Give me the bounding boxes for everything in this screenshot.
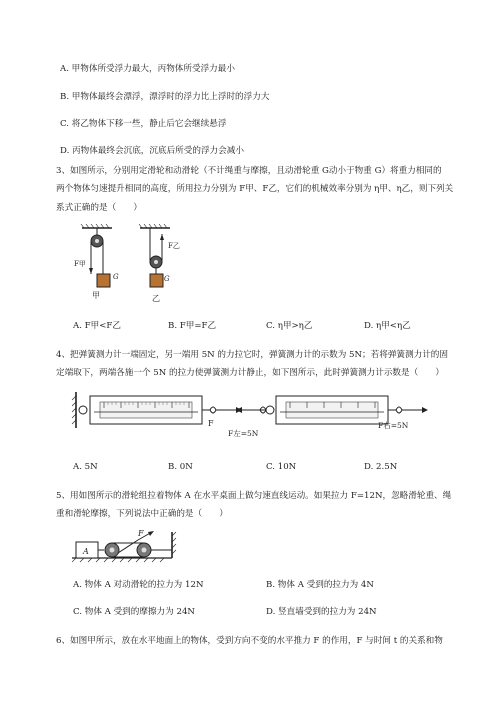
q5-force-label: F <box>138 529 144 538</box>
q6-stem-line-1: 6、如图甲所示，放在水平地面上的物体，受到方向不变的水平推力 F 的作用，F 与时间 t 的关系和物 <box>56 636 443 646</box>
q5-stem-line-2: 重和滑轮摩擦，下列说法中正确的是（ ） <box>56 509 228 519</box>
q4-force-f-label: F <box>208 419 214 428</box>
q3-figure-left-caption: 甲 <box>92 291 100 300</box>
q3-weight-right-label: G <box>164 275 170 283</box>
q5-option-c: C. 物体 A 受到的摩擦力为 24N <box>73 607 195 617</box>
q3-option-d: D. η甲<η乙 <box>364 321 411 331</box>
q5-option-a: A. 物体 A 对动滑轮的拉力为 12N <box>73 580 204 590</box>
q3-force-right-label: F乙 <box>168 242 180 250</box>
q3-stem-line-3: 系式正确的是（ ） <box>56 203 142 213</box>
q4-option-c: C. 10N <box>266 462 297 472</box>
q5-block-label: A <box>83 547 89 556</box>
q3-weight-left-label: G <box>113 273 119 281</box>
q5-pulley-block-figure <box>72 528 184 564</box>
q3-stem-line-1: 3、如图所示，分别用定滑轮和动滑轮（不计绳重与摩擦，且动滑轮重 G动小于物重 G）将重力相同的 <box>56 166 442 176</box>
q3-option-a: A. F甲<F乙 <box>73 321 121 331</box>
q3-figure-right-caption: 乙 <box>152 294 160 303</box>
q4-force-left-label: F左=5N <box>228 429 259 438</box>
q5-option-b: B. 物体 A 受到的拉力为 4N <box>266 580 374 590</box>
q2-option-a: A. 甲物体所受浮力最大，丙物体所受浮力最小 <box>60 64 235 74</box>
q3-stem-line-2: 两个物体匀速提升相同的高度，所用拉力分别为 F甲、F乙，它们的机械效率分别为 η甲、η乙，则下列关 <box>56 184 454 194</box>
q3-pulley-figure <box>72 224 192 306</box>
q4-option-a: A. 5N <box>73 462 98 472</box>
q5-stem-line-1: 5、用如图所示的滑轮组拉着物体 A 在水平桌面上做匀速直线运动。如果拉力 F=12N，忽略滑轮重、绳 <box>56 491 452 501</box>
q2-option-c: C. 将乙物体下移一些，静止后它会继续悬浮 <box>60 119 227 129</box>
q4-option-d: D. 2.5N <box>364 462 398 472</box>
q4-stem-line-1: 4、把弹簧测力计一端固定，另一端用 5N 的力拉它时，弹簧测力计的示数为 5N；若将弹簧测力计的固 <box>56 350 448 360</box>
q3-option-b: B. F甲=F乙 <box>168 321 217 331</box>
q4-option-b: B. 0N <box>168 462 193 472</box>
q3-force-left-label: F甲 <box>74 260 86 268</box>
q2-option-b: B. 甲物体最终会漂浮，漂浮时的浮力比上浮时的浮力大 <box>60 92 270 102</box>
q4-force-right-label: F右=5N <box>378 421 409 430</box>
q2-option-d: D. 丙物体最终会沉底，沉底后所受的浮力会减小 <box>60 146 244 156</box>
q3-option-c: C. η甲>η乙 <box>266 321 313 331</box>
q4-stem-line-2: 定端取下，两端各施一个 5N 的拉力使弹簧测力计静止，如下图所示，此时弹簧测力计示数是（ ） <box>56 368 444 378</box>
q5-option-d: D. 竖直墙受到的拉力为 24N <box>266 607 377 617</box>
